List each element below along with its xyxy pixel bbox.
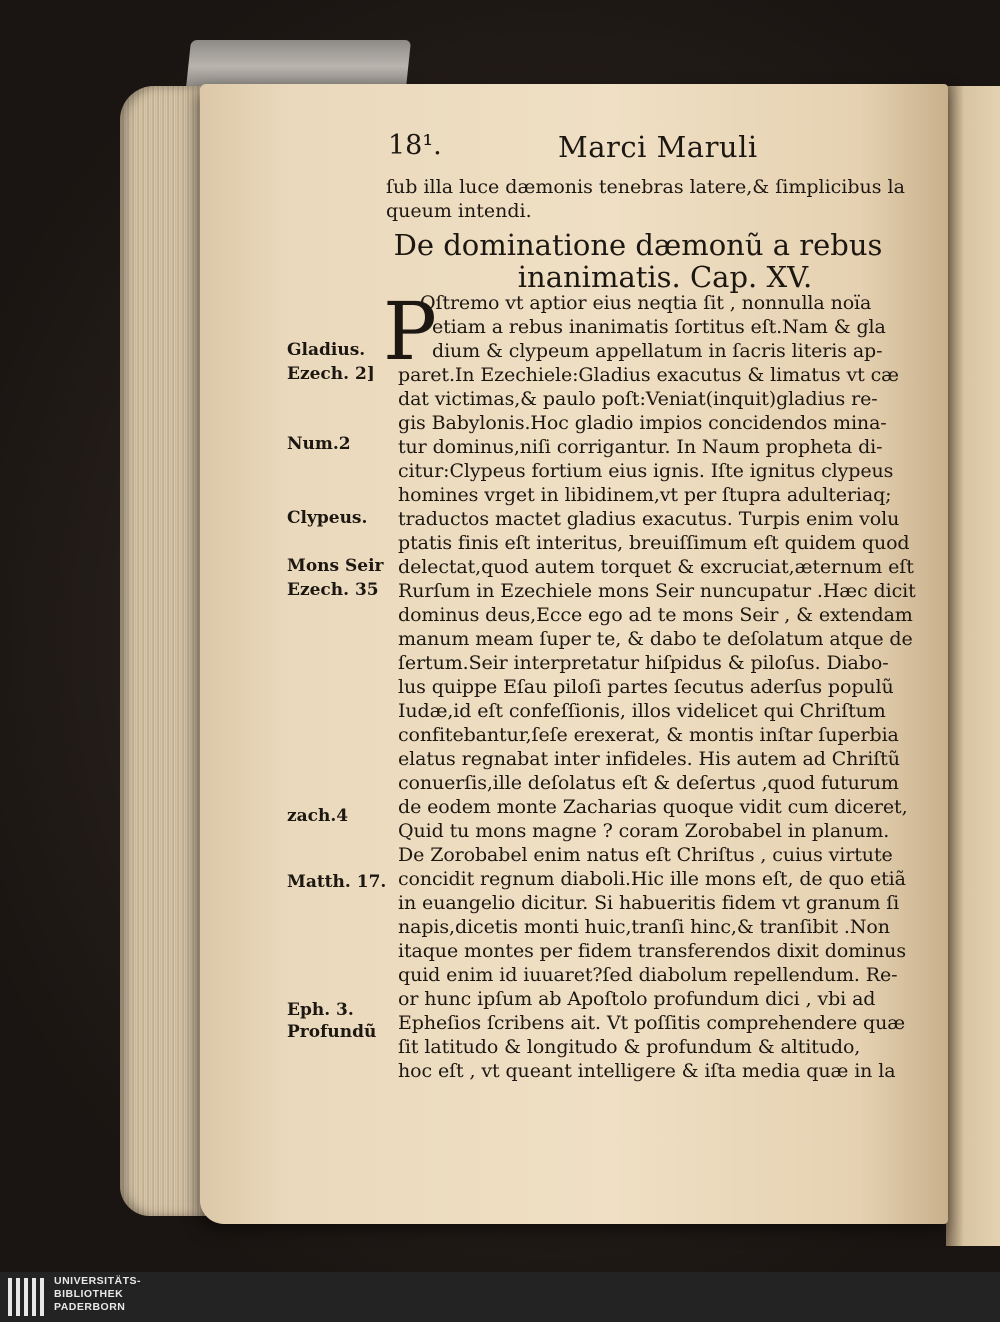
body-line: ſit latitudo & longitudo & profundum & altitudo, xyxy=(398,1036,861,1058)
body-line: delectat,quod autem torquet & excruciat,æternum eſt xyxy=(398,556,914,578)
body-line: conuerſis,ille deſolatus eſt & deſertus ,quod futurum xyxy=(398,772,899,794)
body-line: Rurſum in Ezechiele mons Seir nuncupatur .Hæc dicit xyxy=(398,580,916,602)
running-head: Marci Maruli xyxy=(558,130,758,164)
margin-note: Ezech. 35 xyxy=(287,580,379,600)
body-line: lus quippe Eſau piloſi partes ſecutus aderſus populũ xyxy=(398,676,894,698)
body-line: de eodem monte Zacharias quoque vidit cum diceret, xyxy=(398,796,908,818)
margin-note: Matth. 17. xyxy=(287,872,387,892)
body-line: itaque montes per fidem transferendos dixit dominus xyxy=(398,940,906,962)
body-line: gis Babylonis.Hoc gladio impios concidendos mina- xyxy=(398,412,887,434)
library-logo-icon xyxy=(8,1278,48,1316)
library-name-line: BIBLIOTHEK xyxy=(54,1288,124,1300)
body-line: Quid tu mons magne ? coram Zorobabel in planum. xyxy=(398,820,890,842)
body-line: tur dominus,niſi corrigantur. In Naum propheta di- xyxy=(398,436,883,458)
library-name xyxy=(54,1275,141,1314)
body-line: dium & clypeum appellatum in ſacris literis ap- xyxy=(432,340,883,362)
body-line: ſertum.Seir interpretatur hiſpidus & piloſus. Diabo- xyxy=(398,652,889,674)
body-line: in euangelio dicitur. Si habueritis fidem vt granum ſi xyxy=(398,892,900,914)
page-number: 18¹. xyxy=(388,130,442,161)
body-line: hoc eſt , vt queant intelligere & iſta media quæ in la xyxy=(398,1060,896,1082)
library-name-line: PADERBORN xyxy=(54,1301,126,1313)
body-line: quid enim id iuuaret?ſed diabolum repellendum. Re- xyxy=(398,964,898,986)
margin-note: Clypeus. xyxy=(287,508,368,528)
body-line: De Zorobabel enim natus eſt Chriſtus , cuius virtute xyxy=(398,844,893,866)
margin-note: Profundũ xyxy=(287,1022,377,1042)
margin-note: Mons Seir xyxy=(287,556,384,576)
body-line: traductos mactet gladius exacutus. Turpis enim volu xyxy=(398,508,900,530)
body-line: manum meam ſuper te, & dabo te deſolatum atque de xyxy=(398,628,913,650)
drop-cap: P xyxy=(383,285,437,378)
body-line: dat victimas,& paulo poſt:Veniat(inquit)gladius re- xyxy=(398,388,878,410)
margin-note: Num.2 xyxy=(287,434,351,454)
body-line: paret.In Ezechiele:Gladius exacutus & limatus vt cæ xyxy=(398,364,899,386)
body-line: elatus regnabat inter infideles. His autem ad Chriſtũ xyxy=(398,748,900,770)
margin-note: zach.4 xyxy=(287,806,349,826)
body-line: Oſtremo vt aptior eius neqtia ſit , nonnulla noïa xyxy=(420,292,872,314)
body-line: concidit regnum diaboli.Hic ille mons eſt, de quo etiã xyxy=(398,868,906,890)
body-line: or hunc ipſum ab Apoſtolo profundum dici , vbi ad xyxy=(398,988,876,1010)
body-line: etiam a rebus inanimatis ſortitus eſt.Nam & gla xyxy=(432,316,886,338)
body-line: Epheſios ſcribens ait. Vt poſſitis comprehendere quæ xyxy=(398,1012,906,1034)
body-line: napis,dicetis monti huic,tranſi hinc,& tranſibit .Non xyxy=(398,916,890,938)
body-line: citur:Clypeus fortium eius ignis. Iſte ignitus clypeus xyxy=(398,460,894,482)
body-line: ptatis finis eſt interitus, breuiſſimum eſt quidem quod xyxy=(398,532,910,554)
body-line: dominus deus,Ecce ego ad te mons Seir , & extendam xyxy=(398,604,913,626)
continuation-line: queum intendi. xyxy=(386,200,532,222)
chapter-heading: De dominatione dæmonũ a rebus xyxy=(393,228,883,262)
body-line: homines vrget in libidinem,vt per ſtupra adulteriaq; xyxy=(398,484,892,506)
body-line: Iudæ,id eſt confeſſionis, illos videlicet qui Chriſtum xyxy=(398,700,886,722)
chapter-heading: inanimatis. Cap. XV. xyxy=(517,260,813,294)
library-name-line: UNIVERSITÄTS- xyxy=(54,1275,142,1287)
body-line: confitebantur,ſeſe erexerat, & montis inſtar ſuperbia xyxy=(398,724,899,746)
margin-note: Ezech. 2] xyxy=(287,364,375,384)
margin-note: Gladius. xyxy=(287,340,366,360)
margin-note: Eph. 3. xyxy=(287,1000,354,1020)
library-footer xyxy=(0,1272,1000,1322)
continuation-line: ſub illa luce dæmonis tenebras latere,& ſimplicibus la xyxy=(386,176,905,198)
